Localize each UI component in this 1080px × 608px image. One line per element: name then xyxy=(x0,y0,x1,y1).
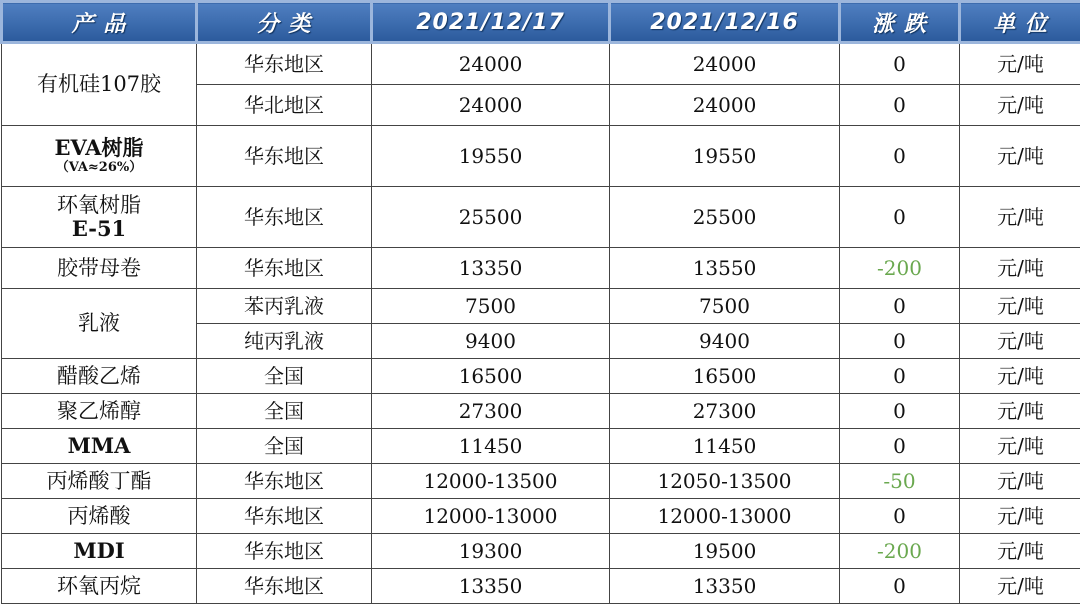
price-1217-cell: 24000 xyxy=(372,43,610,85)
category-cell: 华东地区 xyxy=(197,187,372,248)
product-subtitle: （VA≈26%） xyxy=(55,160,143,176)
header-date-1217: 2021/12/17 xyxy=(372,2,610,43)
table-row xyxy=(2,248,1080,289)
category-cell: 华北地区 xyxy=(197,85,372,126)
change-cell: 0 xyxy=(840,85,960,126)
category-cell: 华东地区 xyxy=(197,569,372,604)
product-cell: MDI xyxy=(2,534,197,569)
unit-cell: 元/吨 xyxy=(960,248,1080,289)
price-1216-cell: 24000 xyxy=(610,85,840,126)
price-1217-cell: 12000-13500 xyxy=(372,464,610,499)
price-1217-cell: 13350 xyxy=(372,569,610,604)
price-1216-cell: 25500 xyxy=(610,187,840,248)
unit-cell: 元/吨 xyxy=(960,126,1080,187)
price-1217-cell: 19550 xyxy=(372,126,610,187)
price-1217-cell: 12000-13000 xyxy=(372,499,610,534)
product-name: EVA树脂 xyxy=(54,135,144,161)
table-row xyxy=(2,289,1080,324)
unit-cell: 元/吨 xyxy=(960,569,1080,604)
change-cell: -200 xyxy=(840,248,960,289)
price-1216-cell: 13550 xyxy=(610,248,840,289)
table-row xyxy=(2,359,1080,394)
price-1216-cell: 9400 xyxy=(610,324,840,359)
unit-cell: 元/吨 xyxy=(960,394,1080,429)
product-cell: 有机硅107胶 xyxy=(2,43,197,126)
price-1216-cell: 13350 xyxy=(610,569,840,604)
unit-cell: 元/吨 xyxy=(960,43,1080,85)
category-cell: 华东地区 xyxy=(197,464,372,499)
header-unit: 单 位 xyxy=(960,2,1080,43)
unit-cell: 元/吨 xyxy=(960,464,1080,499)
price-1216-cell: 19500 xyxy=(610,534,840,569)
product-cell: 乳液 xyxy=(2,289,197,359)
change-cell: 0 xyxy=(840,187,960,248)
category-cell: 华东地区 xyxy=(197,534,372,569)
table-row xyxy=(2,464,1080,499)
table-row xyxy=(2,187,1080,248)
category-cell: 华东地区 xyxy=(197,43,372,85)
unit-cell: 元/吨 xyxy=(960,324,1080,359)
price-1216-cell: 12050-13500 xyxy=(610,464,840,499)
product-cell xyxy=(2,126,197,187)
table-row xyxy=(2,394,1080,429)
product-cell: 胶带母卷 xyxy=(2,248,197,289)
product-name: 环氧树脂 xyxy=(57,192,141,217)
category-cell: 全国 xyxy=(197,359,372,394)
price-1217-cell: 24000 xyxy=(372,85,610,126)
table-row xyxy=(2,43,1080,85)
unit-cell: 元/吨 xyxy=(960,499,1080,534)
category-cell: 全国 xyxy=(197,429,372,464)
price-1216-cell: 19550 xyxy=(610,126,840,187)
category-cell: 纯丙乳液 xyxy=(197,324,372,359)
price-1216-cell: 7500 xyxy=(610,289,840,324)
change-cell: -200 xyxy=(840,534,960,569)
product-cell: 环氧丙烷 xyxy=(2,569,197,604)
category-cell: 全国 xyxy=(197,394,372,429)
change-cell: 0 xyxy=(840,289,960,324)
header-date-1216: 2021/12/16 xyxy=(610,2,840,43)
change-cell: 0 xyxy=(840,429,960,464)
category-cell: 华东地区 xyxy=(197,499,372,534)
table-row xyxy=(2,534,1080,569)
change-cell: 0 xyxy=(840,499,960,534)
price-1217-cell: 13350 xyxy=(372,248,610,289)
price-1217-cell: 16500 xyxy=(372,359,610,394)
product-cell: 聚乙烯醇 xyxy=(2,394,197,429)
unit-cell: 元/吨 xyxy=(960,289,1080,324)
price-1216-cell: 24000 xyxy=(610,43,840,85)
header-change: 涨 跌 xyxy=(840,2,960,43)
price-1217-cell: 7500 xyxy=(372,289,610,324)
unit-cell: 元/吨 xyxy=(960,429,1080,464)
product-cell xyxy=(2,187,197,248)
price-1217-cell: 19300 xyxy=(372,534,610,569)
product-cell: MMA xyxy=(2,429,197,464)
price-1216-cell: 27300 xyxy=(610,394,840,429)
change-cell: 0 xyxy=(840,126,960,187)
unit-cell: 元/吨 xyxy=(960,534,1080,569)
table-row xyxy=(2,569,1080,604)
change-cell: 0 xyxy=(840,359,960,394)
change-cell: -50 xyxy=(840,464,960,499)
price-1216-cell: 12000-13000 xyxy=(610,499,840,534)
unit-cell: 元/吨 xyxy=(960,359,1080,394)
change-cell: 0 xyxy=(840,324,960,359)
header-row xyxy=(2,2,1080,43)
category-cell: 苯丙乳液 xyxy=(197,289,372,324)
price-1217-cell: 27300 xyxy=(372,394,610,429)
price-1216-cell: 11450 xyxy=(610,429,840,464)
unit-cell: 元/吨 xyxy=(960,85,1080,126)
product-cell: 丙烯酸丁酯 xyxy=(2,464,197,499)
price-1217-cell: 9400 xyxy=(372,324,610,359)
product-cell: 丙烯酸 xyxy=(2,499,197,534)
table-row xyxy=(2,499,1080,534)
table-row xyxy=(2,429,1080,464)
category-cell: 华东地区 xyxy=(197,248,372,289)
header-product: 产 品 xyxy=(2,2,197,43)
header-category: 分 类 xyxy=(197,2,372,43)
category-cell: 华东地区 xyxy=(197,126,372,187)
unit-cell: 元/吨 xyxy=(960,187,1080,248)
product-subtitle: E-51 xyxy=(71,216,127,241)
change-cell: 0 xyxy=(840,569,960,604)
change-cell: 0 xyxy=(840,43,960,85)
price-1217-cell: 11450 xyxy=(372,429,610,464)
price-1217-cell: 25500 xyxy=(372,187,610,248)
change-cell: 0 xyxy=(840,394,960,429)
product-cell: 醋酸乙烯 xyxy=(2,359,197,394)
price-1216-cell: 16500 xyxy=(610,359,840,394)
table-row xyxy=(2,126,1080,187)
